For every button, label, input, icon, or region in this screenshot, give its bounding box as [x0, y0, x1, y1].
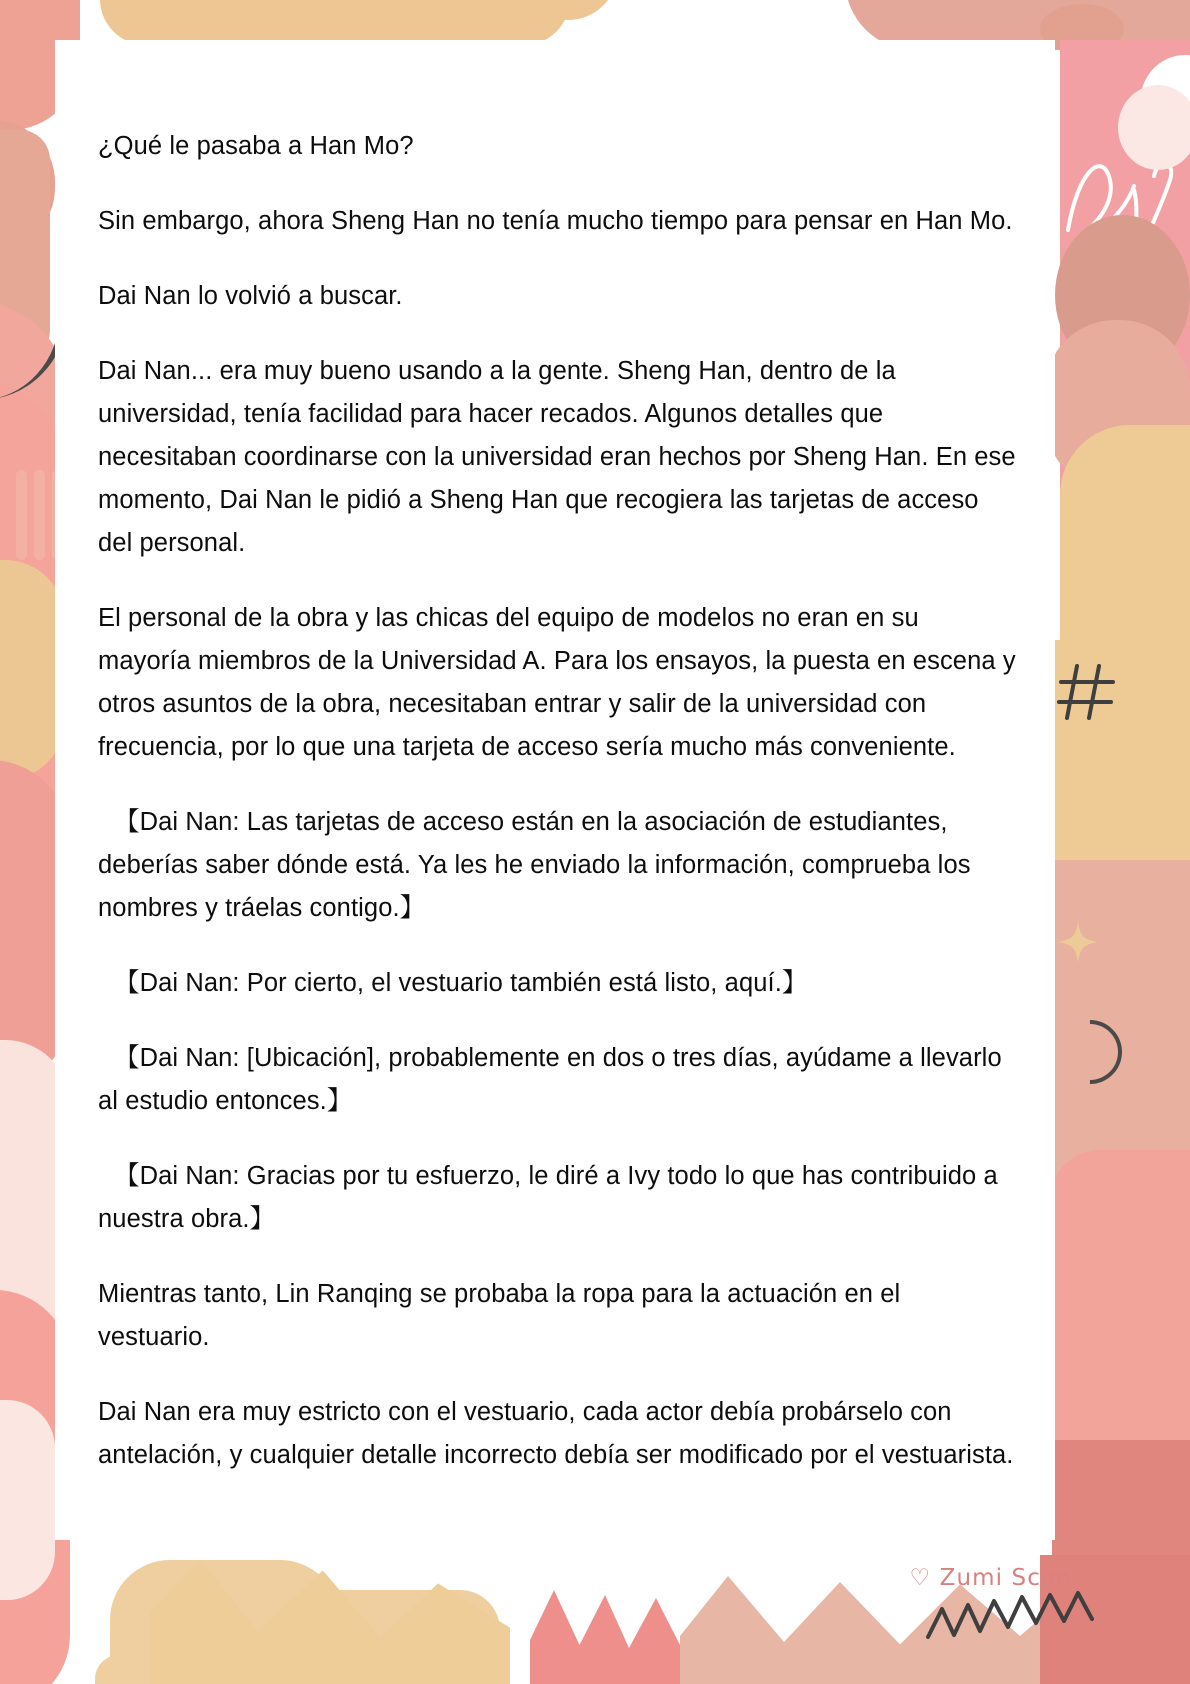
- decor-left-stripe-2: [34, 470, 45, 560]
- paragraph: Dai Nan lo volvió a buscar.: [98, 282, 403, 310]
- decor-left-pale-low: [0, 1400, 55, 1600]
- dialog-paragraph: 【Dai Nan: Por cierto, el vestuario también está listo, aquí.】: [114, 969, 808, 997]
- decor-bottom-tan-nub: [95, 1655, 155, 1684]
- document-body: [98, 125, 1018, 1509]
- paragraph: ¿Qué le pasaba a Han Mo?: [98, 132, 414, 160]
- paragraph: Dai Nan... era muy bueno usando a la gente. Sheng Han, dentro de la universidad, tenía facilidad para hacer recados. Algunos detalles que necesitaban coordinarse con la universidad eran hechos por Sheng Han. En ese momento, Dai Nan le pidió a Sheng Han que recogiera las tarjetas de acceso del personal.: [98, 357, 1016, 557]
- dialog-paragraph: 【Dai Nan: [Ubicación], probablemente en dos o tres días, ayúdame a llevarlo al estudio entonces.】: [98, 1044, 1002, 1115]
- paragraph: Mientras tanto, Lin Ranqing se probaba la ropa para la actuación en el vestuario.: [98, 1280, 901, 1351]
- decor-right-pink-block: [1050, 1150, 1190, 1490]
- decor-left-stripe-1: [16, 470, 27, 560]
- scan-watermark: ♡ Zumi Scan ♡: [909, 1565, 1102, 1591]
- hash-icon: [1055, 660, 1119, 724]
- decor-bottom-red-wave: [530, 1590, 680, 1684]
- paragraph: Sin embargo, ahora Sheng Han no tenía mucho tiempo para pensar en Han Mo.: [98, 207, 1013, 235]
- decor-top-tan-band: [100, 0, 570, 45]
- decor-bottom-tan-wave: [150, 1560, 510, 1684]
- sparkle-icon: [1056, 920, 1100, 964]
- paragraph: Dai Nan era muy estricto con el vestuario, cada actor debía probárselo con antelación, y cualquier detalle incorrecto debía ser modificado por el vestuarista.: [98, 1398, 1014, 1469]
- dialog-paragraph: 【Dai Nan: Las tarjetas de acceso están en la asociación de estudiantes, deberías saber dónde está. Ya les he enviado la información, comprueba los nombres y tráelas contigo.】: [98, 808, 971, 922]
- decor-right-pale-circle: [1118, 85, 1190, 170]
- dialog-paragraph: 【Dai Nan: Gracias por tu esfuerzo, le diré a Ivy todo lo que has contribuido a nuestra obra.】: [98, 1162, 998, 1233]
- paragraph: El personal de la obra y las chicas del equipo de modelos no eran en su mayoría miembros de la Universidad A. Para los ensayos, la puesta en escena y otros asuntos de la obra, necesitaban entrar y salir de la universidad con frecuencia, por lo que una tarjeta de acceso sería mucho más conveniente.: [98, 604, 1016, 761]
